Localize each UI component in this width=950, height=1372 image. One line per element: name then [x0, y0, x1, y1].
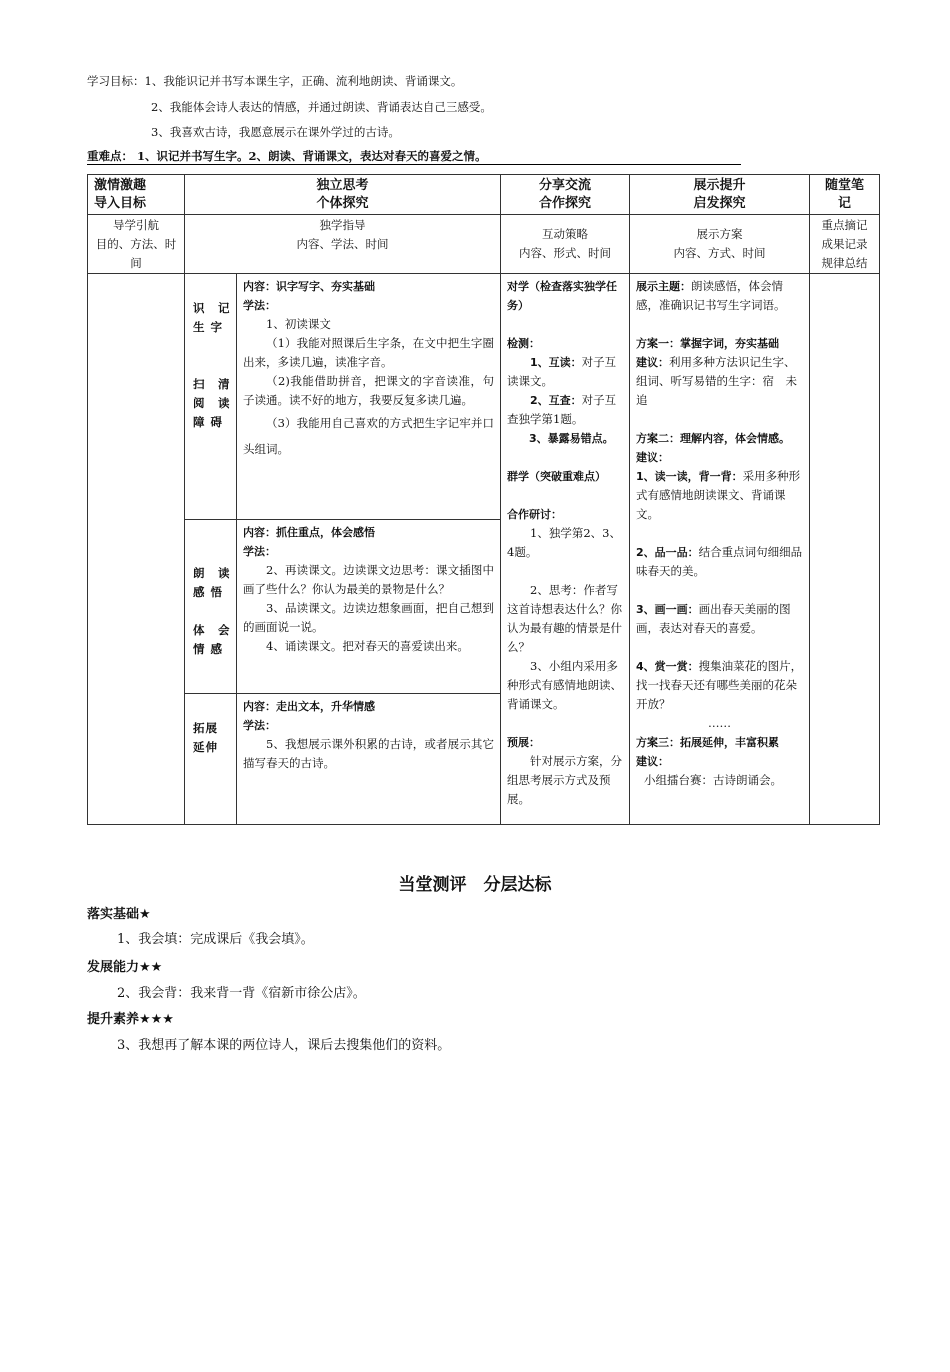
- self-study-reading: 内容：抓住重点，体会感悟 学法： 2、再读课文。边读课文边思考：课文插图中画了些什么？你认为最美的景物是什么？ 3、品读课文。边读边想象画面，把自己想到的画面说一说。 4、诵读课文。把对春天的喜爱读出来。: [237, 520, 501, 694]
- self-study-literacy: 内容：识字写字、夯实基础 学法： 1、初读课文 （1）我能对照课后生字条，在文中把生字圈出来，多读几遍，读准字音。 （2)我能借助拼音，把课文的字音读准，句子读通。读不好的地方，我要反复多读几遍。 （3）我能用自己喜欢的方式把生字记牢并口头组词。: [237, 274, 501, 520]
- presentation-plan-cell: 展示主题：朗读感悟，体会情感，准确识记书写生字词语。 方案一：掌握字词，夯实基础 建议：利用多种方法识记生字、组词、听写易错的生字：宿 未 追 方案二：理解内容，体会情感。 建议： 1、读一读，背一背：采用多种形式有感情地朗读课文、背诵课文。 2、品一品：结合重点词句细细品味春天的美。 3、画一画：画出春天美丽的图画，表达对春天的喜爱。 4、赏一赏：搜集油菜花的图片，找一找春天还有哪些美丽的花朵开放？ …… 方案三：拓展延伸，丰富积累 建议： 小组擂台赛：古诗朗诵会。: [630, 274, 810, 825]
- test-item-2: 2、我会背：我来背一背《宿新市徐公店》。: [117, 986, 366, 1001]
- level-literacy: 提升素养★★★: [87, 1012, 174, 1027]
- header-independent: 独立思考 个体探究: [185, 175, 501, 215]
- guide-cell: [88, 274, 185, 825]
- header-intro: 激情激趣 导入目标: [88, 175, 185, 215]
- cooperative-study-cell: 对学（检查落实独学任务） 检测： 1、互读：对子互读课文。 2、互查：对子互查独学第1题。 3、暴露易错点。 群学（突破重难点） 合作研讨： 1、独学第2、3、4题。 2、思考：作者写这首诗想表达什么？你认为最有趣的情景是什么？ 3、小组内采用多种形式有感情地朗读、背诵课文。 预展： 针对展示方案，分组思考展示方式及预展。: [501, 274, 630, 825]
- level-ability: 发展能力★★: [87, 960, 163, 975]
- learning-goal-3: 3、我喜欢古诗，我愿意展示在课外学过的古诗。: [151, 125, 400, 139]
- test-item-3: 3、我想再了解本课的两位诗人，课后去搜集他们的资料。: [117, 1038, 451, 1053]
- notes-cell: [810, 274, 880, 825]
- test-section-title: 当堂测评 分层达标: [398, 875, 552, 895]
- side-label-literacy: 识 记 生 字 扫 清 阅 读 障 碍: [185, 274, 237, 520]
- side-label-extension: 拓展 延伸: [185, 694, 237, 825]
- header-show: 展示提升 启发探究: [630, 175, 810, 215]
- learning-goal-2: 2、我能体会诗人表达的情感，并通过朗读、背诵表达自己三感受。: [151, 100, 492, 114]
- test-item-1: 1、我会填：完成课后《我会填》。: [117, 932, 314, 947]
- key-points: 重难点： 1、识记并书写生字。2、朗读、背诵课文，表达对春天的喜爱之情。: [87, 148, 741, 165]
- learning-goal-1: 学习目标：1、我能识记并书写本课生字，正确、流利地朗读、背诵课文。: [87, 74, 463, 88]
- table-row: [88, 274, 880, 520]
- subheader-record: 重点摘记 成果记录 规律总结: [810, 215, 880, 274]
- subheader-guide: 导学引航 目的、方法、时 间: [88, 215, 185, 274]
- subheader-plan: 展示方案 内容、方式、时间: [630, 215, 810, 274]
- subheader-strategy: 互动策略 内容、形式、时间: [501, 215, 630, 274]
- subheader-self-study: 独学指导 内容、学法、时间: [185, 215, 501, 274]
- side-label-reading: 朗 读 感 悟 体 会 情 感: [185, 520, 237, 694]
- table-subheader-row: [88, 215, 880, 274]
- header-share: 分享交流 合作探究: [501, 175, 630, 215]
- level-basic: 落实基础★: [87, 907, 151, 922]
- header-notes: 随堂笔 记: [810, 175, 880, 215]
- table-header-row: [88, 175, 880, 215]
- self-study-extension: 内容：走出文本，升华情感 学法： 5、我想展示课外积累的古诗，或者展示其它描写春天的古诗。: [237, 694, 501, 825]
- lesson-plan-table: [87, 174, 880, 825]
